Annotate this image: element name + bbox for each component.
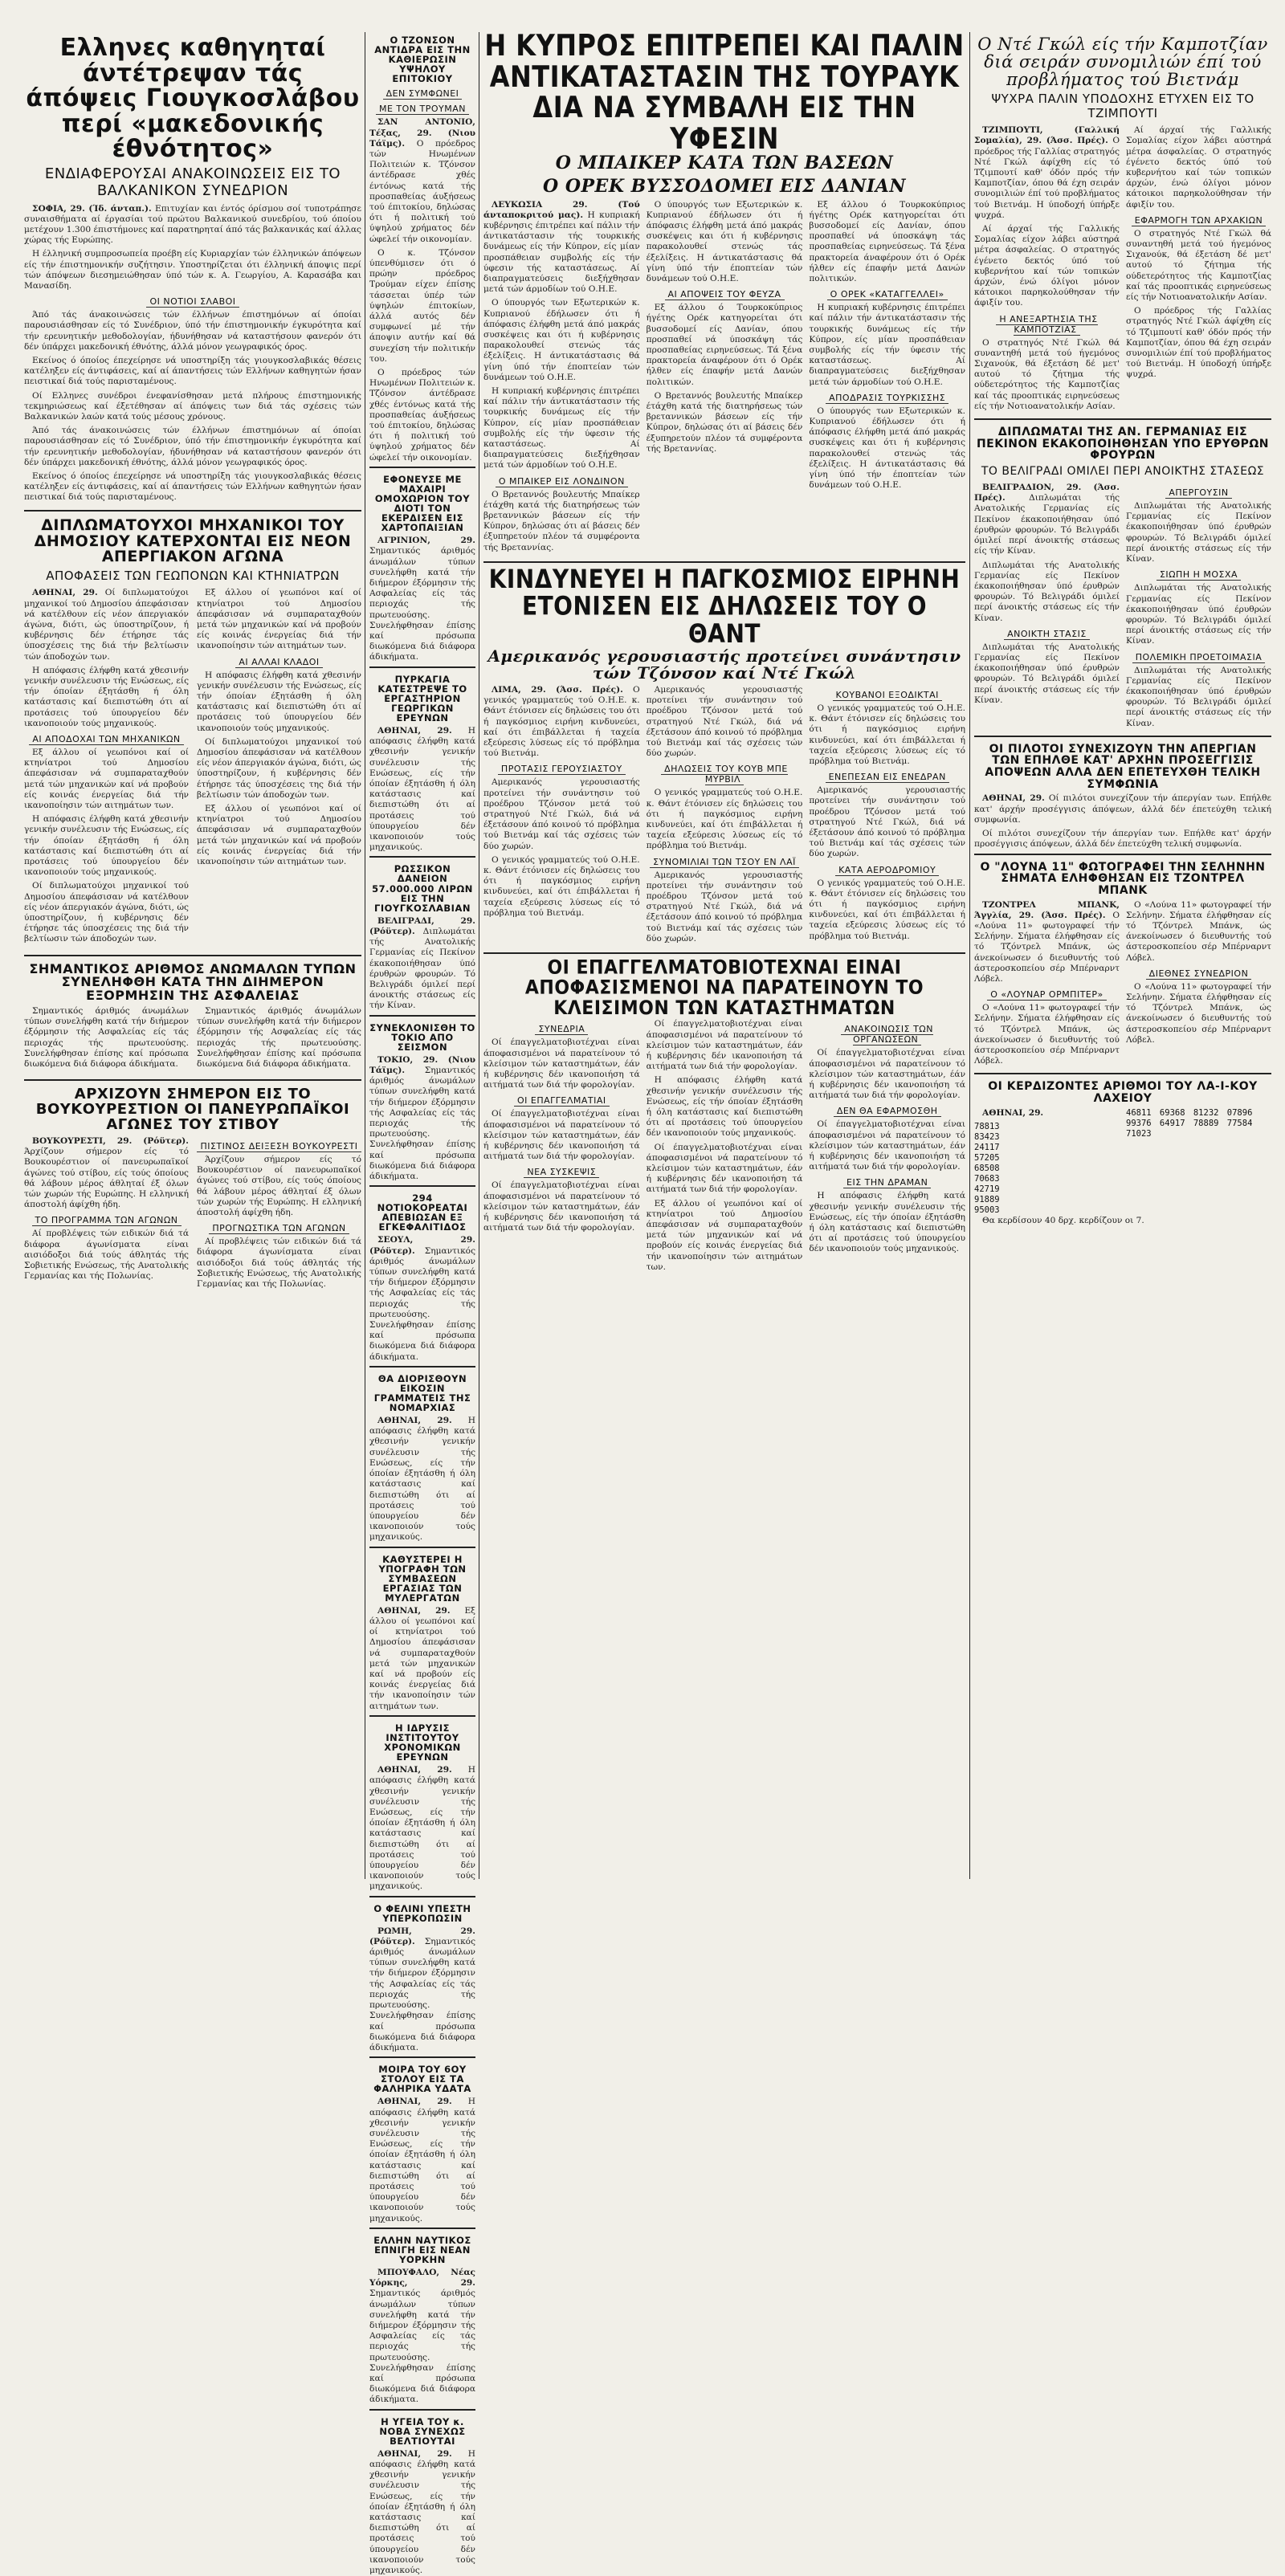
article-text: Αμερικανός γερουσιαστής προτείνει τήν συνάντησιν τού προέδρου Τζόνσον μετά τού στρατηγού Ντέ Γκώλ, διά νά έξετάσουν άπό κοινού τό πρόβλημα τού Βιετνάμ καί τάς σχέσεις τών δύο χωρών. [646, 685, 803, 759]
headline-johnson-interest: Ο ΤΖΟΝΣΟΝ ΑΝΤΙΔΡΑ ΕΙΣ ΤΗΝ ΚΑΘΙΕΡΩΣΙΝ ΥΨΗΛΟΥ ΕΠΙΤΟΚΙΟΥ [374, 35, 471, 85]
article-text: Οί διπλωματούχοι μηχανικοί τού Δημοσίου άπεφάσισαν νά κατέλθουν είς νέον άπεργιακόν άγώνα, διότι, ώς ύποστηρίζουν, ή κυβέρνησις δέν έτήρησε τάς ύποσχέσεις της διά τήν βελτίωσιν τών άποδοχών των. [24, 588, 189, 662]
subhead-truman: ΜΕ ΤΟΝ ΤΡΟΥΜΑΝ [376, 104, 469, 115]
dateline: ΑΘΗΝΑΙ, 29. [377, 1416, 452, 1426]
column-narrow [369, 31, 476, 2575]
article-text: Αί άρχαί τής Γαλλικής Σομαλίας είχον λάβει αύστηρά μέτρα άσφαλείας. Ο στρατηγός έγένετο δεκτός ύπό τού κυβερνήτου καί τών τοπικών άρχών, ένώ όλίγοι μόνον κάτοικοι παρηκολούθησαν τήν άφιξίν του. [974, 223, 1120, 308]
article-text: Οί διπλωματούχοι μηχανικοί τού Δημοσίου άπεφάσισαν νά κατέλθουν είς νέον άπεργιακόν άγώνα, διότι, ώς ύποστηρίζουν, ή κυβέρνησις δέν έτήρησε τάς ύποσχέσεις της διά τήν βελτίωσιν τών άποδοχών των. [24, 881, 189, 944]
section-cubans: ΚΟΥΒΑΝΟΙ ΕΞΟΔΙΚΤΑΙ [833, 690, 942, 701]
section-feyza: ΑΙ ΑΠΟΨΕΙΣ ΤΟΥ ΦΕΥΖΑ [665, 289, 785, 300]
article-text: Οί Ελληνες συνέδροι ένεφανίσθησαν μετά πλήρους έπιστημονικής τεκμηριώσεως καί έξετέθησαν αί άπόψεις των διά τάς σχέσεις τών Βαλκανικών λαών κατά τούς μέσους χρόνους. [24, 390, 361, 422]
headline-world-peace: ΚΙΝΔΥΝΕΥΕΙ Η ΠΑΓΚΟΣΜΙΟΣ ΕΙΡΗΝΗ ΕΤΟΝΙΣΕΝ ΕΙΣ ΔΗΛΩΣΕΙΣ ΤΟΥ Ο ΘΑΝΤ [488, 563, 961, 649]
headline-knife-killing: ΕΦΟΝΕΥΣΕ ΜΕ ΜΑΧΑΙΡΙ ΟΜΟΧΩΡΙΟΝ ΤΟΥ ΔΙΟΤΙ ΤΟΝ ΕΚΕΡΔΙΣΕΝ ΕΙΣ ΧΑΡΤΟΠΑΙΞΙΑΝ [374, 473, 471, 534]
article-text: Διπλωμάται τής Ανατολικής Γερμανίας είς Πεκίνον έκακοποιήθησαν ύπό έρυθρών φρουρών. Τό Βελιγράδι όμιλεί περί άνοικτής στάσεως είς τήν Κίναν. [1126, 501, 1271, 565]
dateline: ΑΘΗΝΑΙ, 29. [32, 588, 98, 598]
section-bucharest: ΠΙΣΤΙΝΟΣ ΔΕΙΞΕΣΗ ΒΟΥΚΟΥΡΕΣΤΙ [197, 1141, 361, 1152]
article-text: Ο κ. Τζόνσον ύπενθύμισεν ότι ό πρώην πρόεδρος Τρούμαν είχεν έπίσης τάσσεται ύπέρ τών ύψηλών έπιτοκίων, άλλά αυτός δέν συμφωνεί μέ τήν άποψιν αυτήν καί θά συνεχίση τήν πολιτικήν του. [369, 247, 475, 364]
subhead-disagrees: ΔΕΝ ΣΥΜΦΩΝΕΙ [383, 88, 463, 100]
subhead-djibouti: ΨΥΧΡΑ ΠΑΛΙΝ ΥΠΟΔΟΧΗΣ ΕΤΥΧΕΝ ΕΙΣ ΤΟ ΤΖΙΜΠΟΥΤΙ [991, 92, 1254, 121]
dateline: ΜΠΟΥΦΑΛΟ, Νέας Υόρκης, 29. [369, 2267, 475, 2289]
article-text: Η απόφασις έλήφθη κατά χθεσινήν γενικήν συνέλευσιν τής Ενώσεως, είς τήν όποίαν έξητάσθη ή όλη κατάστασις καί διεπιστώθη ότι αί προτάσεις τού ύπουργείου δέν ικανοποιούν τούς μηχανικούς. [369, 2448, 475, 2575]
section-application: ΕΦΑΡΜΟΓΗ ΤΩΝ ΑΡΧΑΚΙΩΝ [1132, 215, 1266, 226]
section-forecasts: ΠΡΟΓΝΩΣΤΙΚΑ ΤΩΝ ΑΓΩΝΩΝ [209, 1223, 349, 1234]
dateline-djibouti: ΤΖΙΜΠΟΥΤΙ, (Γαλλική Σομαλία), 29. (Άσσ. Πρές). [974, 125, 1120, 146]
dateline: ΑΘΗΝΑΙ, 29. [377, 1765, 452, 1775]
section-cambodia: Η ΑΝΕΞΑΡΤΗΣΙΑ ΤΗΣ ΚΑΜΠΟΤΖΙΑΣ [996, 314, 1097, 336]
subhead-balkan-congress: ΕΝΔΙΑΦΕΡΟΥΣΑΙ ΑΝΑΚΟΙΝΩΣΕΙΣ ΕΙΣ ΤΟ ΒΑΛΚΑΝΙΚΟΝ ΣΥΝΕΔΡΙΟΝ [44, 165, 341, 199]
article-text: Η απόφασις έλήφθη κατά χθεσινήν γενικήν συνέλευσιν τής Ενώσεως, είς τήν όποίαν έξητάσθη ή όλη κατάστασις καί διεπιστώθη ότι αί προτάσεις τού ύπουργείου δέν ικανοποιούν τούς μηχανικούς. [369, 1765, 475, 1892]
article-text: Ο «Λούνα 11» φωτογραφεί τήν Σελήνην. Σήματα έλήφθησαν είς τό Τζόντρελ Μπάνκ, ώς άνεκοίνωσεν ό διευθυντής τού άστεροσκοπείου σέρ Μπέρναρντ Λόβελ. [974, 910, 1120, 984]
section-lunar-orbiter: Ο «ΛΟΥΝΑΡ ΟΡΜΠΙΤΕΡ» [987, 989, 1107, 1001]
headline-police-raid: ΣΗΜΑΝΤΙΚΟΣ ΑΡΙΘΜΟΣ ΑΝΩΜΑΛΩΝ ΤΥΠΩΝ ΣΥΝΕΛΗΦΘΗ ΚΑΤΑ ΤΗΝ ΔΙΗΜΕΡΟΝ ΕΞΟΡΜΗΣΙΝ ΤΗΣ ΑΣΦΑΛΕΙΑΣ [29, 960, 357, 1004]
article-text: Ο Βρεταννός βουλευτής Μπαίκερ έτάχθη κατά τής διατηρήσεως τών βρεταννικών βάσεων είς τήν Κύπρον, δηλώσας ότι αί βάσεις δέν έξυπηρετούν πλέον τά συμφέροντα τής Βρεταννίας. [646, 390, 803, 454]
article-text: Εξ άλλου οί γεωπόνοι καί οί κτηνίατροι τού Δημοσίου άπεφάσισαν νά συμπαραταχθούν μετά τών μηχανικών καί νά προβούν είς κοινάς ένεργείας διά τήν ικανοποίησιν τών αιτημάτων των. [646, 1198, 803, 1272]
article-text: Η απόφασις έλήφθη κατά χθεσινήν γενικήν συνέλευσιν τής Ενώσεως, είς τήν όποίαν έξητάσθη ή όλη κατάστασις καί διεπιστώθη ότι αί προτάσεις τού ύπουργείου δέν ικανοποιούν τούς μηχανικούς. [24, 814, 189, 878]
section-meeting: ΣΥΝΕΔΡΙΑ [535, 1024, 588, 1035]
article-text: Ο γενικός γραμματεύς τού Ο.Η.Ε. κ. Θάντ έτόνισεν είς δηλώσεις του ότι ή παγκόσμιος ειρήνη κινδυνεύει, καί ότι έπιβάλλεται ή ταχεία εξεύρεσις λύσεως είς τό πρόβλημα τού Βιετνάμ. [809, 878, 966, 941]
article-text: Οί έπαγγελματοβιοτέχναι είναι άποφασισμένοι νά παρατείνουν τό κλείσιμον τών καταστημάτων, έάν ή κυβέρνησις δέν ικανοποιήση τά αιτήματά των διά τήν φορολογίαν. [646, 1019, 803, 1072]
section-moscow-silence: ΣΙΩΠΗ Η ΜΟΣΧΑ [1156, 569, 1241, 581]
article-text: Διπλωμάται τής Ανατολικής Γερμανίας είς Πεκίνον έκακοποιήθησαν ύπό έρυθρών φρουρών. Τό Βελιγράδι όμιλεί περί άνοικτής στάσεως είς τήν Κίναν. [974, 560, 1120, 623]
lottery-numbers-right: 46811 69368 81232 07896 99376 64917 78889 77584 71023 [1126, 1107, 1253, 1139]
lottery-numbers-left: 78813 83423 24117 57205 68508 70683 42719 91889 95003 [974, 1121, 1000, 1215]
article-text: Η απόφασις έλήφθη κατά χθεσινήν γενικήν συνέλευσιν τής Ενώσεως, είς τήν όποίαν έξητάσθη ή όλη κατάστασις καί διεπιστώθη ότι αί προτάσεις τού ύπουργείου δέν ικανοποιούν τούς μηχανικούς. [646, 1075, 803, 1139]
article-text: Αί προβλέψεις τών ειδικών διά τά διάφορα άγωνίσματα είναι αισιόδοξοι διά τούς άθλητάς τής Σοβιετικής Ενώσεως, τής Ανατολικής Γερμανίας και τής Πολωνίας. [24, 1229, 189, 1282]
headline-engineers-strike: ΔΙΠΛΩΜΑΤΟΥΧΟΙ ΜΗΧΑΝΙΚΟΙ ΤΟΥ ΔΗΜΟΣΙΟΥ ΚΑΤΕΡΧΟΝΤΑΙ ΕΙΣ ΝΕΟΝ ΑΠΕΡΓΙΑΚΟΝ ΑΓΩΝΑ [34, 516, 352, 566]
article-text: Ο πρόεδρος τής Γαλλίας στρατηγός Ντέ Γκώλ άφίχθη είς τό Τζιμπουτί καθ' όδόν πρός τήν Καμποτζίαν, όπου θά έχη σειράν συνομιλιών έπί τού προβλήματος τού Βιετνάμ. Η ύποδοχή ύπήρξε ψυχρά. [1126, 306, 1271, 380]
article-text: Η κυπριακή κυβέρνησις έπιτρέπει καί πάλιν τήν άντικατάστασιν τής τουρκικής δυνάμεως είς τήν Κύπρον, είς μίαν προσπάθειαν συμβολής είς τήν ύφεσιν τής καταστάσεως. Αί διαπραγματεύσεις διεξήχθησαν μετά τών άρμοδίων τού Ο.Η.Ε. [483, 386, 640, 471]
article-text: Άπό τάς άνακοινώσεις τών έλλήνων έπιστημόνων αί όποίαι παρουσιάσθησαν είς τό Συνέδριον, ύπό τήν έπιστημονικήν έγκυρότητα καί τήν ερευνητικήν μεθοδολογίαν, ήδυνήθησαν νά καταστήσουν φανερόν ότι δέν ύπάρχει μακεδονική έθνότης, άλλά μόνον γεωγραφικός όρος. [24, 310, 361, 352]
article-text: Εξ άλλου ό Τουρκοκύπριος ήγέτης Ορέκ κατηγορείται ότι βυσσοδομεί είς Δανίαν, όπου προσπαθεί νά ύποσκάψη τάς προσπαθείας ειρηνεύσεως. Τά ξένα πρακτορεία άναφέρουν ότι ό Ορέκ ήλθεν είς έπαφήν μετά Δανών πολιτικών. [646, 303, 803, 387]
article-text: Οί έπαγγελματοβιοτέχναι είναι άποφασισμένοι νά παρατείνουν τό κλείσιμον τών καταστημάτων, έάν ή κυβέρνησις δέν ικανοποιήση τά αιτήματά των διά τήν φορολογίαν. [646, 1142, 803, 1195]
dateline: ΣΑΝ ΑΝΤΟΝΙΟ, Τέξας, 29. (Νιου Τάϊμς). [369, 117, 475, 149]
article-text: Ο γενικός γραμματεύς τού Ο.Η.Ε. κ. Θάντ έτόνισεν είς δηλώσεις του ότι ή παγκόσμιος ειρήνη κινδυνεύει, καί ότι έπιβάλλεται ή ταχεία εξεύρεσις λύσεως είς τό πρόβλημα τού Βιετνάμ. [646, 788, 803, 851]
article-text: Ο ύπουργός των Εξωτερικών κ. Κυπριανού έδήλωσεν ότι ή άπόφασις έλήφθη μετά άπό μακράς συσκέψεις και ότι ή κυβέρνησις παρακολουθεί στενώς τάς έξελίξεις. Η άντικατάστασις θά γίνη ύπό τήν έποπτείαν τών δυνάμεων τού Ο.Η.Ε. [809, 406, 966, 491]
column-right [974, 31, 1271, 1877]
subhead-agronomists: ΑΠΟΦΑΣΕΙΣ ΤΩΝ ΓΕΩΠΟΝΩΝ ΚΑΙ ΚΤΗΝΙΑΤΡΩΝ [46, 569, 340, 584]
article-text: Οί πιλότοι συνεχίζουν τήν άπεργίαν των. Επήλθε κατ' άρχήν προσέγγισις άπόψεων, άλλά δέν έπετεύχθη τελική συμφωνία. [974, 793, 1272, 825]
section-program: ΤΟ ΠΡΟΓΡΑΜΜΑ ΤΩΝ ΑΓΩΝΩΝ [32, 1215, 182, 1226]
article-text: Η κυπριακή κυβέρνησις έπιτρέπει καί πάλιν τήν άντικατάστασιν τής τουρκικής δυνάμεως είς τήν Κύπρον, είς μίαν προσπάθειαν συμβολής είς τήν ύφεσιν τής καταστάσεως. Αί διαπραγματεύσεις διεξήχθησαν μετά τών άρμοδίων τού Ο.Η.Ε. [809, 303, 966, 387]
headline-tokyo-quake: ΣΥΝΕΚΛΟΝΙΣΘΗ ΤΟ ΤΟΚΙΟ ΑΠΟ ΣΕΙΣΜΟΝ [369, 1021, 475, 1053]
headline-athletics-bucharest: ΑΡΧΙΖΟΥΝ ΣΗΜΕΡΟΝ ΕΙΣ ΤΟ ΒΟΥΚΟΥΡΕΣΤΙΟΝ ΟΙ ΠΑΝΕΥΡΩΠΑΪΚΟΙ ΑΓΩΝΕΣ ΤΟΥ ΣΤΙΒΟΥ [35, 1086, 350, 1134]
headline-fellini: Ο ΦΕΛΙΝΙ ΥΠΕΣΤΗ ΥΠΕΡΚΟΠΩΣΙΝ [373, 1902, 471, 1924]
article-text: Εκείνος ό όποίος έπεχείρησε νά υποστηρίξη τάς γιουγκοσλαβικάς θέσεις κατέληξεν είς άντιφάσεις, καί αί άπαντήσεις τών Ελλήνων καθηγητών ήσαν πειστικαί διά τούς παρισταμένους. [24, 471, 361, 503]
article-text: Διπλωμάται τής Ανατολικής Γερμανίας είς Πεκίνον έκακοποιήθησαν ύπό έρυθρών φρουρών. Τό Βελιγράδι όμιλεί περί άνοικτής στάσεως είς τήν Κίναν. [1126, 583, 1271, 646]
article-text: Διπλωμάται τής Ανατολικής Γερμανίας είς Πεκίνον έκακοποιήθησαν ύπό έρυθρών φρουρών. Τό Βελιγράδι όμιλεί περί άνοικτής στάσεως είς τήν Κίναν. [974, 493, 1120, 556]
section-airport: ΚΑΤΑ ΑΕΡΟΔΡΟΜΙΟΥ [835, 865, 939, 876]
article-text: Άρχίζουν σήμερον είς τό Βουκουρέστιον οί πανευρωπαϊκοί άγώνες τού στίβου, είς τούς όποίους θά λάβουν μέρος άθληταί έξ όλων τών χωρών τής Ευρώπης. Η ελληνική άποστολή άφίχθη ήδη. [24, 1147, 189, 1210]
section-senator-proposal: ΠΡΟΤΑΣΙΣ ΓΕΡΟΥΣΙΑΣΤΟΥ [498, 764, 626, 775]
column-left [24, 31, 361, 1877]
article-text: Ο ύπουργός των Εξωτερικών κ. Κυπριανού έδήλωσεν ότι ή άπόφασις έλήφθη μετά άπό μακράς συσκέψεις και ότι ή κυβέρνησις παρακολουθεί στενώς τάς έξελίξεις. Η άντικατάστασις θά γίνη ύπό τήν έποπτείαν τών δυνάμεων τού Ο.Η.Ε. [646, 199, 803, 283]
article-text: Σημαντικός άριθμός άνωμάλων τύπων συνελήφθη κατά τήν διήμερον έξόρμησιν τής Ασφαλείας είς τάς περιοχάς τής πρωτευούσης. Συνελήφθησαν έπίσης καί πρόσωπα διωκόμενα διά διάφορα άδικήματα. [197, 1006, 361, 1070]
section-murville: ΔΗΛΩΣΕΙΣ ΤΟΥ ΚΟΥΒ ΜΠΕ ΜΥΡΒΙΛ [661, 764, 788, 785]
headline-russian-loan: ΡΩΣΣΙΚΟΝ ΔΑΝΕΙΟΝ 57.000.000 ΛΙΡΩΝ ΕΙΣ ΤΗΝ ΓΙΟΥΓΚΟΣΛΑΒΙΑΝ [372, 863, 473, 914]
dateline-lima: ΛΙΜΑ, 29. (Άσσ. Πρές). [492, 685, 623, 695]
dateline: ΒΟΥΚΟΥΡΕΣΤΙ, 29. (Ρόϋτερ). [32, 1135, 189, 1146]
article-text: Εξ άλλου οί γεωπόνοι καί οί κτηνίατροι τού Δημοσίου άπεφάσισαν νά συμπαραταχθούν μετά τών μηχανικών καί νά προβούν είς κοινάς ένεργείας διά τήν ικανοποίησιν τών αιτημάτων των. [197, 804, 361, 867]
headline-fire-lab: ΠΥΡΚΑΓΙΑ ΚΑΤΕΣΤΡΕΨΕ ΤΟ ΕΡΓΑΣΤΗΡΙΟΝ ΓΕΩΡΓΙΚΩΝ ΕΡΕΥΝΩΝ [377, 673, 467, 723]
dateline: ΑΘΗΝΑΙ, 29. [377, 2448, 452, 2459]
article-text: Εξ άλλου οί γεωπόνοι καί οί κτηνίατροι τού Δημοσίου άπεφάσισαν νά συμπαραταχθούν μετά τών μηχανικών καί νά προβούν είς κοινάς ένεργείας διά τήν ικανοποίησιν τών αιτημάτων των. [197, 588, 361, 651]
article-text: Εκείνος ό όποίος έπεχείρησε νά υποστηρίξη τάς γιουγκοσλαβικάς θέσεις κατέληξεν είς άντιφάσεις, καί αί άπαντήσεις τών Ελλήνων καθηγητών ήσαν πειστικαί διά τούς παρισταμένους. [24, 355, 361, 387]
article-text: Οί έπαγγελματοβιοτέχναι είναι άποφασισμένοι νά παρατείνουν τό κλείσιμον τών καταστημάτων, έάν ή κυβέρνησις δέν ικανοποιήση τά αιτήματά των διά τήν φορολογίαν. [483, 1109, 640, 1162]
section-other-branches: ΑΙ ΑΛΛΑΙ ΚΛΑΔΟΙ [235, 657, 322, 668]
headline-korea-encephalitis: 294 ΝΟΤΙΟΚΟΡΕΑΤΑΙ ΑΠΕΒΙΩΣΑΝ ΕΞ ΕΓΚΕΦΑΛΙΤΙΔΟΣ [377, 1192, 468, 1233]
dateline: ΒΕΛΙΓΡΑΔΙΟΝ, 29. (Άσσ. Πρές). [974, 483, 1120, 503]
article-text: Σημαντικός άριθμός άνωμάλων τύπων συνελήφθη κατά τήν διήμερον έξόρμησιν τής Ασφαλείας είς τάς περιοχάς τής πρωτευούσης. Συνελήφθησαν έπίσης καί πρόσωπα διωκόμενα διά διάφορα άδικήματα. [369, 1936, 475, 2052]
article-text: Ο ύπουργός των Εξωτερικών κ. Κυπριανού έδήλωσεν ότι ή άπόφασις έλήφθη μετά άπό μακράς συσκέψεις και ότι ή κυβέρνησις παρακολουθεί στενώς τάς έξελίξεις. Η άντικατάστασις θά γίνη ύπό τήν έποπτείαν τών δυνάμεων τού Ο.Η.Ε. [483, 298, 640, 382]
section-open-revolt: ΑΝΟΙΚΤΗ ΣΤΑΣΙΣ [1004, 629, 1090, 640]
headline-millworkers: ΚΑΘΥΣΤΕΡΕΙ Η ΥΠΟΓΡΑΦΗ ΤΩΝ ΣΥΜΒΑΣΕΩΝ ΕΡΓΑΣΙΑΣ ΤΩΝ ΜΥΛΕΡΓΑΤΩΝ [378, 1553, 467, 1604]
article-text: Διπλωμάται τής Ανατολικής Γερμανίας είς Πεκίνον έκακοποιήθησαν ύπό έρυθρών φρουρών. Τό Βελιγράδι όμιλεί περί άνοικτής στάσεως είς τήν Κίναν. [1126, 665, 1271, 728]
column-center [483, 27, 966, 1877]
article-text: Οί έπαγγελματοβιοτέχναι είναι άποφασισμένοι νά παρατείνουν τό κλείσιμον τών καταστημάτων, έάν ή κυβέρνησις δέν ικανοποιήση τά αιτήματά των διά τήν φορολογίαν. [483, 1037, 640, 1090]
headline-shopkeepers: ΟΙ ΕΠΑΓΓΕΛΜΑΤΟΒΙΟΤΕΧΝΑΙ ΕΙΝΑΙ ΑΠΟΦΑΣΙΣΜΕΝΟΙ ΝΑ ΠΑΡΑΤΕΙΝΟΥΝ ΤΟ ΚΛΕΙΣΙΜΟΝ ΤΩΝ ΚΑΤΑΣΤΗΜΑΤΩΝ [524, 956, 924, 1020]
dateline: ΣΕΟΥΛ, 29. (Ρόϋτερ). [369, 1235, 475, 1256]
article-text: Διπλωμάται τής Ανατολικής Γερμανίας είς Πεκίνον έκακοποιήθησαν ύπό έρυθρών φρουρών. Τό Βελιγράδι όμιλεί περί άνοικτής στάσεως είς τήν Κίναν. [974, 642, 1120, 705]
section-strike: ΑΠΕΡΓΟΥΣΙΝ [1165, 487, 1231, 499]
subhead-belgrade: ΤΟ ΒΕΛΙΓΡΑΔΙ ΟΜΙΛΕΙ ΠΕΡΙ ΑΝΟΙΚΤΗΣ ΣΤΑΣΕΩΣ [981, 465, 1265, 479]
article-text: Αμερικανός γερουσιαστής προτείνει τήν συνάντησιν τού προέδρου Τζόνσον μετά τού στρατηγού Ντέ Γκώλ, διά νά έξετάσουν άπό κοινού τό πρόβλημα τού Βιετνάμ καί τάς σχέσεις τών δύο χωρών. [809, 785, 966, 859]
subhead-senator: Αμερικανός γερουσιαστής προτείνει συνάντησιν τών Τζόνσον καί Ντέ Γκώλ [487, 646, 961, 683]
section-chou: ΣΥΝΟΜΙΛΙΑΙ ΤΩΝ ΤΣΟΥ ΕΝ ΛΑΪ [650, 857, 799, 868]
article-text: Ο πρόεδρος τής Γαλλίας στρατηγός Ντέ Γκώλ άφίχθη είς τό Τζιμπουτί καθ' όδόν πρός τήν Καμποτζίαν, όπου θά έχη σειράν συνομιλιών έπί τού προβλήματος τού Βιετνάμ. Η ύποδοχή ύπήρξε ψυχρά. [974, 136, 1120, 220]
dateline: ΤΟΚΙΟ, 29. (Νιου Τάϊμς). [369, 1054, 475, 1075]
section-professionals: ΟΙ ΕΠΑΓΓΕΛΜΑΤΙΑΙ [514, 1095, 610, 1107]
article-text: Η έλληνική συμπροσωπεία προέβη είς Κυριαρχίαν τών έλληνικών άπόψεων είς τήν έπιστημονικήν συζήτησιν. Υποστηρίζεται ότι έλληνική άποψις περί τών άπόψεων διεσημειώθησαν ύπό τών κ. Α. Γεωργίου, Α. Καρασάβα και Μανασίδη. [24, 249, 361, 291]
headline-sixth-fleet: ΜΟΙΡΑ ΤΟΥ 6ΟΥ ΣΤΟΛΟΥ ΕΙΣ ΤΑ ΦΑΛΗΡΙΚΑ ΥΔΑΤΑ [373, 2064, 471, 2095]
article-text: Η απόφασις έλήφθη κατά χθεσινήν γενικήν συνέλευσιν τής Ενώσεως, είς τήν όποίαν έξητάσθη ή όλη κατάστασις καί διεπιστώθη ότι αί προτάσεις τού ύπουργείου δέν ικανοποιούν τούς μηχανικούς. [24, 665, 189, 728]
article-text: Σημαντικός άριθμός άνωμάλων τύπων συνελήφθη κατά τήν διήμερον έξόρμησιν τής Ασφαλείας είς τάς περιοχάς τής πρωτευούσης. Συνελήφθησαν έπίσης καί πρόσωπα διωκόμενα διά διάφορα άδικήματα. [369, 1245, 475, 1362]
dateline: ΡΩΜΗ, 29. (Ρόϋτερ). [369, 1926, 475, 1946]
article-text: Διπλωμάται τής Ανατολικής Γερμανίας είς Πεκίνον έκακοποιήθησαν ύπό έρυθρών φρουρών. Τό Βελιγράδι όμιλεί περί άνοικτής στάσεως είς τήν Κίναν. [369, 926, 475, 1011]
article-text: Ο Βρεταννός βουλευτής Μπαίκερ έτάχθη κατά τής διατηρήσεως τών βρεταννικών βάσεων είς τήν Κύπρον, δηλώσας ότι αί βάσεις δέν έξυπηρετούν πλέον τά συμφέροντα τής Βρεταννίας. [483, 489, 640, 552]
dateline: ΒΕΛΙΓΡΑΔΙ, 29. (Ρόϋτερ). [369, 915, 475, 936]
article-text: Οί έπαγγελματοβιοτέχναι είναι άποφασισμένοι νά παρατείνουν τό κλείσιμον τών καταστημάτων, έάν ή κυβέρνησις δέν ικανοποιήση τά αιτήματά των διά τήν φορολογίαν. [809, 1048, 966, 1101]
article-text: Ο γενικός γραμματεύς τού Ο.Η.Ε. κ. Θάντ έτόνισεν είς δηλώσεις του ότι ή παγκόσμιος ειρήνη κινδυνεύει, καί ότι έπιβάλλεται ή ταχεία εξεύρεσις λύσεως είς τό πρόβλημα τού Βιετνάμ. [483, 854, 640, 918]
headline-secretaries: ΘΑ ΔΙΟΡΙΣΘΟΥΝ ΕΙΚΟΣΙΝ ΓΡΑΜΜΑΤΕΙΣ ΤΗΣ ΝΟΜΑΡΧΙΑΣ [373, 1372, 471, 1414]
article-text: Επιτυχίαν και έντός όρίσμου σοί τυποτράπησε συναισθήματα αί έργασίαι τού πρώτου Βαλκανικού συνεδρίου, τού όποίου μετέχουν 1.300 έπιστήμονες καί παρατηρηταί άπό τάς βαλκανικάς καί άλλας χώρας τής Ευρώπης. [24, 203, 361, 246]
article-text: Άρχίζουν σήμερον είς τό Βουκουρέστιον οί πανευρωπαϊκοί άγώνες τού στίβου, είς τούς όποίους θά λάβουν μέρος άθληταί έξ όλων τών χωρών τής Ευρώπης. Η ελληνική άποστολή άφίχθη ήδη. [197, 1154, 361, 1217]
section-war-prep: ΠΟΛΕΜΙΚΗ ΠΡΟΕΤΟΙΜΑΣΙΑ [1132, 652, 1266, 663]
dateline: ΑΓΡΙΝΙΟΝ, 29. [377, 536, 475, 546]
article-text: Σημαντικός άριθμός άνωμάλων τύπων συνελήφθη κατά τήν διήμερον έξόρμησιν τής Ασφαλείας είς τάς περιοχάς τής πρωτευούσης. Συνελήφθησαν έπίσης καί πρόσωπα διωκόμενα διά διάφορα άδικήματα. [369, 546, 475, 662]
article-text: Εξ άλλου οί γεωπόνοι καί οί κτηνίατροι τού Δημοσίου άπεφάσισαν νά συμπαραταχθούν μετά τών μηχανικών καί νά προβούν είς κοινάς ένεργείας διά τήν ικανοποίησιν τών αιτημάτων των. [24, 748, 189, 811]
article-text: Ο πρόεδρος τών Ηνωμένων Πολιτειών κ. Τζόνσον άντέδρασε χθές έντόνως κατά τής προσπαθείας άυξήσεως τού έπιτοκίου, δηλώσας ότι ή πολιτική τού ύψηλού χρήματος δέν ώφελεί τήν οικονομίαν. [369, 138, 476, 244]
dateline-sofia: ΣΟΦΙΑ, 29. (Ίδ. άνταπ.). [32, 203, 152, 214]
article-text: Άπό τάς άνακοινώσεις τών έλλήνων έπιστημόνων αί όποίαι παρουσιάσθησαν είς τό Συνέδριον, ύπό τήν έπιστημονικήν έγκυρότητα καί τήν ερευνητικήν μεθοδολογίαν, ήδυνήθησαν νά καταστήσουν φανερόν ότι δέν ύπάρχει μακεδονική έθνότης, άλλά μόνον γεωγραφικός όρος. [24, 426, 361, 467]
article-text: Εξ άλλου ό Τουρκοκύπριος ήγέτης Ορέκ κατηγορείται ότι βυσσοδομεί είς Δανίαν, όπου προσπαθεί νά ύποσκάψη τάς προσπαθείας ειρηνεύσεως. Τά ξένα πρακτορεία άναφέρουν ότι ό Ορέκ ήλθεν είς έπαφήν μετά Δανών πολιτικών. [809, 199, 966, 283]
dateline: ΤΖΟΝΤΡΕΛ ΜΠΑΝΚ, Άγγλία, 29. (Άσσ. Πρές). [974, 899, 1120, 920]
article-text: Ο «Λούνα 11» φωτογραφεί τήν Σελήνην. Σήματα έλήφθησαν είς τό Τζόντρελ Μπάνκ, ώς άνεκοίνωσεν ό διευθυντής τού άστεροσκοπείου σέρ Μπέρναρντ Λόβελ. [1126, 899, 1271, 963]
article-text: Αί άρχαί τής Γαλλικής Σομαλίας είχον λάβει αύστηρά μέτρα άσφαλείας. Ο στρατηγός έγένετο δεκτός ύπό τού κυβερνήτου καί τών τοπικών άρχών, ένώ όλίγοι μόνον κάτοικοι παρηκολούθησαν τήν άφιξίν του. [1126, 125, 1271, 210]
section-south-slavs: ΟΙ ΝΟΤΙΟΙ ΣΛΑΒΟΙ [146, 296, 239, 308]
article-text: Εξ άλλου οί γεωπόνοι καί οί κτηνίατροι τού Δημοσίου άπεφάσισαν νά συμπαραταχθούν μετά τών μηχανικών καί νά προβούν είς κοινάς ένεργείας διά τήν ικανοποίησιν τών αιτημάτων των. [369, 1605, 476, 1711]
section-baker-london: Ο ΜΠΑΙΚΕΡ ΕΙΣ ΛΟΝΔΙΝΟΝ [496, 476, 628, 487]
lottery-footer: Θα κερδίσουν 40 δρχ. κερδίζουν οι 7. [982, 1215, 1144, 1225]
subhead-baker-bases: Ο ΜΠΑΙΚΕΡ ΚΑΤΑ ΤΩΝ ΒΑΣΕΩΝ [555, 153, 894, 174]
headline-east-german-diplomats: ΔΙΠΛΩΜΑΤΑΙ ΤΗΣ ΑΝ. ΓΕΡΜΑΝΙΑΣ ΕΙΣ ΠΕΚΙΝΟΝ ΕΚΑΚΟΠΟΙΗΘΗΣΑΝ ΥΠΟ ΕΡΥΘΡΩΝ ΦΡΟΥΡΩΝ [976, 426, 1270, 463]
article-text: Οί διπλωματούχοι μηχανικοί τού Δημοσίου άπεφάσισαν νά κατέλθουν είς νέον άπεργιακόν άγώνα, διότι, ώς ύποστηρίζουν, ή κυβέρνησις δέν έτήρησε τάς ύποσχέσεις της διά τήν βελτίωσιν τών άποδοχών των. [197, 736, 361, 800]
section-announcement: ΑΝΑΚΟΙΝΩΣΙΣ ΤΩΝ ΟΡΓΑΝΩΣΕΩΝ [841, 1024, 933, 1045]
article-text: Οί πιλότοι συνεχίζουν τήν άπεργίαν των. Επήλθε κατ' άρχήν προσέγγισις άπόψεων, άλλά δέν έπετεύχθη τελική συμφωνία. [974, 829, 1271, 850]
dateline: ΑΘΗΝΑΙ, 29. [377, 2097, 452, 2107]
subhead-orek-denmark: Ο ΟΡΕΚ ΒΥΣΣΟΔΟΜΕΙ ΕΙΣ ΔΑΝΙΑΝ [543, 176, 906, 198]
section-drama: ΕΙΣ ΤΗΝ ΔΡΑΜΑΝ [843, 1177, 931, 1188]
headline-lottery: ΟΙ ΚΕΡΔΙΖΟΝΤΕΣ ΑΡΙΘΜΟΙ ΤΟΥ ΛΑ-Ι-ΚΟΥ ΛΑΧΕΙΟΥ [988, 1080, 1258, 1106]
headline-luna-11: Ο "ΛΟΥΝΑ 11" ΦΩΤΟΓΡΑΦΕΙ ΤΗΝ ΣΕΛΗΝΗΝ ΣΗΜΑΤΑ ΕΛΗΦΘΗΣΑΝ ΕΙΣ ΤΖΟΝΤΡΕΛ ΜΠΑΝΚ [980, 860, 1266, 897]
article-text: Η απόφασις έλήφθη κατά χθεσινήν γενικήν συνέλευσιν τής Ενώσεως, είς τήν όποίαν έξητάσθη ή όλη κατάστασις καί διεπιστώθη ότι αί προτάσεις τού ύπουργείου δέν ικανοποιούν τούς μηχανικούς. [369, 1416, 475, 1543]
article-text: Σημαντικός άριθμός άνωμάλων τύπων συνελήφθη κατά τήν διήμερον έξόρμησιν τής Ασφαλείας είς τάς περιοχάς τής πρωτευούσης. Συνελήφθησαν έπίσης καί πρόσωπα διωκόμενα διά διάφορα άδικήματα. [369, 2289, 475, 2405]
headline-cyprus-turaik: Η ΚΥΠΡΟΣ ΕΠΙΤΡΕΠΕΙ ΚΑΙ ΠΑΛΙΝ ΑΝΤΙΚΑΤΑΣΤΑΣΙΝ ΤΗΣ ΤΟΥΡΑΥΚ ΔΙΑ ΝΑ ΣΥΜΒΑΛΗ ΕΙΣ ΤΗΝ ΥΦΕΣΙΝ [484, 27, 965, 157]
headline-macedonian: Ελληνες καθηγηταί άντέτρεψαν τάς άπόψεις Γιουγκοσλάβου περί «μακεδονικής έθνότητος» [26, 34, 360, 163]
dateline: ΑΘΗΝΑΙ, 29. [982, 1107, 1044, 1118]
section-orek: Ο ΟΡΕΚ «ΚΑΤΑΓΓΕΛΛΕΙ» [827, 289, 948, 300]
dateline: ΑΘΗΝΑΙ, 29. [377, 725, 452, 736]
article-text: Η απόφασις έλήφθη κατά χθεσινήν γενικήν συνέλευσιν τής Ενώσεως, είς τήν όποίαν έξητάσθη ή όλη κατάστασις καί διεπιστώθη ότι αί προτάσεις τού ύπουργείου δέν ικανοποιούν τούς μηχανικούς. [197, 670, 361, 733]
article-text: Οί έπαγγελματοβιοτέχναι είναι άποφασισμένοι νά παρατείνουν τό κλείσιμον τών καταστημάτων, έάν ή κυβέρνησις δέν ικανοποιήση τά αιτήματά των διά τήν φορολογίαν. [809, 1119, 966, 1172]
article-text: Ο στρατηγός Ντέ Γκώλ θά συναντηθή μετά τού ήγεμόνος Σιχανούκ, θά έξετάση δέ μετ' αυτού τό ζήτημα τής ούδετερότητος τής Καμποτζίας καί τάς προοπτικάς ειρηνεύσεως είς τήν Νοτιοανατολικήν Ασίαν. [974, 337, 1120, 411]
article-text: Αμερικανός γερουσιαστής προτείνει τήν συνάντησιν τού προέδρου Τζόνσον μετά τού στρατηγού Ντέ Γκώλ, διά νά έξετάσουν άπό κοινού τό πρόβλημα τού Βιετνάμ καί τάς σχέσεις τών δύο χωρών. [646, 870, 803, 944]
section-not-applied: ΔΕΝ ΘΑ ΕΦΑΡΜΟΣΘΗ [834, 1106, 941, 1117]
article-text: Σημαντικός άριθμός άνωμάλων τύπων συνελήφθη κατά τήν διήμερον έξόρμησιν τής Ασφαλείας είς τάς περιοχάς τής πρωτευούσης. Συνελήφθησαν έπίσης καί πρόσωπα διωκόμενα διά διάφορα άδικήματα. [369, 1065, 475, 1181]
article-text: Ο γενικός γραμματεύς τού Ο.Η.Ε. κ. Θάντ έτόνισεν είς δηλώσεις του ότι ή παγκόσμιος ειρήνη κινδυνεύει, καί ότι έπιβάλλεται ή ταχεία εξεύρεσις λύσεως είς τό πρόβλημα τού Βιετνάμ. [809, 703, 966, 767]
article-text: Η κυπριακή κυβέρνησις έπιτρέπει καί πάλιν τήν άντικατάστασιν τής τουρκικής δυνάμεως είς τήν Κύπρον, είς μίαν προσπάθειαν συμβολής είς τήν ύφεσιν τής καταστάσεως. Αί διαπραγματεύσεις διεξήχθησαν μετά τών άρμοδίων τού Ο.Η.Ε. [483, 210, 640, 295]
section-congress: ΔΙΕΘΝΕΣ ΣΥΝΕΔΡΙΟΝ [1146, 968, 1252, 980]
headline-de-gaulle: Ο Ντέ Γκώλ είς τήν Καμποτζίαν διά σειράν συνομιλιών έπί τού προβλήματος τού Βιετνάμ [977, 35, 1268, 90]
article-text: Οί έπαγγελματοβιοτέχναι είναι άποφασισμένοι νά παρατείνουν τό κλείσιμον τών καταστημάτων, έάν ή κυβέρνησις δέν ικανοποιήση τά αιτήματά των διά τήν φορολογίαν. [483, 1180, 640, 1233]
section-new-meeting: ΝΕΑ ΣΥΣΚΕΨΙΣ [524, 1167, 599, 1178]
article-text: Αμερικανός γερουσιαστής προτείνει τήν συνάντησιν τού προέδρου Τζόνσον μετά τού στρατηγού Ντέ Γκώλ, διά νά έξετάσουν άπό κοινού τό πρόβλημα τού Βιετνάμ καί τάς σχέσεις τών δύο χωρών. [483, 777, 640, 851]
article-text: Η απόφασις έλήφθη κατά χθεσινήν γενικήν συνέλευσιν τής Ενώσεως, είς τήν όποίαν έξητάσθη ή όλη κατάστασις καί διεπιστώθη ότι αί προτάσεις τού ύπουργείου δέν ικανοποιούν τούς μηχανικούς. [809, 1191, 966, 1254]
section-engineer-pay: ΑΙ ΑΠΟΔΟΧΑΙ ΤΩΝ ΜΗΧΑΝΙΚΩΝ [29, 734, 183, 745]
headline-pilots-strike: ΟΙ ΠΙΛΟΤΟΙ ΣΥΝΕΧΙΖΟΥΝ ΤΗΝ ΑΠΕΡΓΙΑΝ ΤΩΝ ΕΠΗΛΘΕ ΚΑΤ' ΑΡΧΗΝ ΠΡΟΣΕΓΓΙΣΙΣ ΑΠΟΨΕΩΝ ΑΛΛΑ ΔΕΝ ΕΠΕΤΕΥΧΘΗ ΤΕΛΙΚΗ ΣΥΜΦΩΝΙΑ [985, 742, 1261, 791]
article-text: Ο στρατηγός Ντέ Γκώλ θά συναντηθή μετά τού ήγεμόνος Σιχανούκ, θά έξετάση δέ μετ' αυτού τό ζήτημα τής ούδετερότητος τής Καμποτζίας καί τάς προοπτικάς ειρηνεύσεως είς τήν Νοτιοανατολικήν Ασίαν. [1126, 228, 1271, 302]
headline-nova-health: Η ΥΓΕΙΑ ΤΟΥ κ. ΝΟΒΑ ΣΥΝΕΧΩΣ ΒΕΛΤΙΟΥΤΑΙ [379, 2415, 466, 2447]
headline-institute: Η ΙΔΡΥΣΙΣ ΙΝΣΤΙΤΟΥΤΟΥ ΧΡΟΝΟΜΙΚΩΝ ΕΡΕΥΝΩΝ [384, 1722, 461, 1763]
article-text: Αί προβλέψεις τών ειδικών διά τά διάφορα άγωνίσματα είναι αισιόδοξοι διά τούς άθλητάς τής Σοβιετικής Ενώσεως, τής Ανατολικής Γερμανίας και τής Πολωνίας. [197, 1237, 361, 1289]
section-ambush: ΕΝΕΠΕΣΑΝ ΕΙΣ ΕΝΕΔΡΑΝ [826, 772, 949, 783]
article-text: Η απόφασις έλήφθη κατά χθεσινήν γενικήν συνέλευσιν τής Ενώσεως, είς τήν όποίαν έξητάσθη ή όλη κατάστασις καί διεπιστώθη ότι αί προτάσεις τού ύπουργείου δέν ικανοποιούν τούς μηχανικούς. [369, 2097, 475, 2223]
article-text: Ο «Λούνα 11» φωτογραφεί τήν Σελήνην. Σήματα έλήφθησαν είς τό Τζόντρελ Μπάνκ, ώς άνεκοίνωσεν ό διευθυντής τού άστεροσκοπείου σέρ Μπέρναρντ Λόβελ. [974, 1003, 1120, 1066]
section-escape: ΑΠΟΔΡΑΣΙΣ ΤΟΥΡΚΙΣΣΗΣ [826, 393, 948, 404]
article-text: Η απόφασις έλήφθη κατά χθεσινήν γενικήν συνέλευσιν τής Ενώσεως, είς τήν όποίαν έξητάσθη ή όλη κατάστασις καί διεπιστώθη ότι αί προτάσεις τού ύπουργείου δέν ικανοποιούν τούς μηχανικούς. [369, 725, 475, 853]
headline-sailor-drowned: ΕΛΛΗΝ ΝΑΥΤΙΚΟΣ ΕΠΝΙΓΗ ΕΙΣ ΝΕΑΝ ΥΟΡΚΗΝ [373, 2234, 471, 2265]
article-text: Ο γενικός γραμματεύς τού Ο.Η.Ε. κ. Θάντ έτόνισεν είς δηλώσεις του ότι ή παγκόσμιος ειρήνη κινδυνεύει, καί ότι έπιβάλλεται ή ταχεία εξεύρεσις λύσεως είς τό πρόβλημα τού Βιετνάμ. [483, 685, 640, 759]
dateline-nicosia: ΛΕΥΚΩΣΙΑ 29. (Τού άνταποκριτού μας). [483, 199, 640, 220]
dateline: ΑΘΗΝΑΙ, 29. [377, 1605, 451, 1616]
article-text: Σημαντικός άριθμός άνωμάλων τύπων συνελήφθη κατά τήν διήμερον έξόρμησιν τής Ασφαλείας είς τάς περιοχάς τής πρωτευούσης. Συνελήφθησαν έπίσης καί πρόσωπα διωκόμενα διά διάφορα άδικήματα. [24, 1006, 189, 1070]
article-text: Ο «Λούνα 11» φωτογραφεί τήν Σελήνην. Σήματα έλήφθησαν είς τό Τζόντρελ Μπάνκ, ώς άνεκοίνωσεν ό διευθυντής τού άστεροσκοπείου σέρ Μπέρναρντ Λόβελ. [1126, 981, 1271, 1045]
article-text: Ο πρόεδρος τών Ηνωμένων Πολιτειών κ. Τζόνσον άντέδρασε χθές έντόνως κατά τής προσπαθείας άυξήσεως τού έπιτοκίου, δηλώσας ότι ή πολιτική τού ύψηλού χρήματος δέν ώφελεί τήν οικονομίαν. [369, 367, 475, 463]
dateline: ΑΘΗΝΑΙ, 29. [982, 793, 1045, 804]
